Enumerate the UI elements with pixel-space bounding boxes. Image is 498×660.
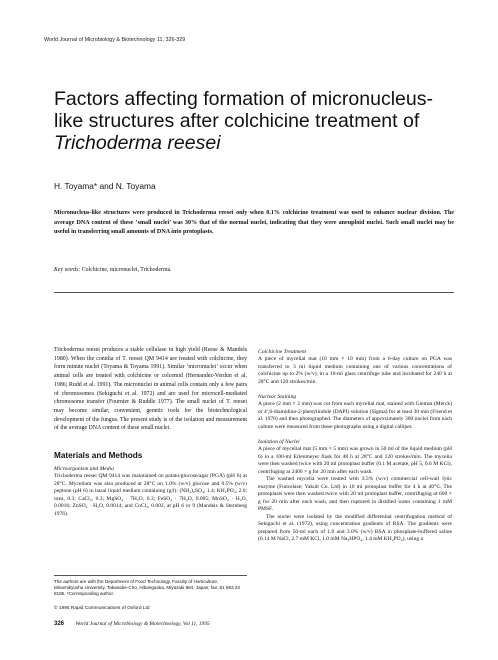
keywords-text: Colchicine, micronuclei, Trichoderma. (81, 267, 172, 273)
keywords-label: Key words: (54, 267, 81, 273)
keywords (54, 266, 454, 274)
article-title (54, 88, 454, 154)
staining-subheading: Nuclear Staining (258, 394, 297, 400)
footnote-divider (54, 575, 247, 576)
author-affiliation-footnote: The authors are with the Department of Food Technology, Faculty of Horticulture, Minamikyushu University, Takanabe-Cho, Hibarigaoka, Miyazaki 884, Japan; fax: 81 983 23 8185. *Corresponding author. (54, 579, 240, 597)
footer-journal-citation: World Journal of Microbiology & Biotechnology, Vol 11, 1995 (75, 621, 210, 627)
abstract-divider (54, 292, 454, 293)
isolation-paragraph-1: A piece of mycelial mat (5 mm × 5 mm) was grown in 50 ml of the liquid medium (pH 6) in a 100-ml Erlenmeyer flask for 48 h at 28°C and 120 strokes/min. The mycelia were then washed twice with 20 ml protoplast buffer (0.1 M acetate, pH 5, 0.6 M KCl), centrifuging at 2400 × g for 20 min after each wash. (258, 446, 452, 475)
page-number: 326 (54, 621, 65, 627)
microorganism-paragraph: Trichoderma reesei QM 9414 was maintained on potato/glucose/agar (PGA) (pH 6) at 28°C. Mycelium was also produced at 28°C on 1.0% (w/v) glucose and 0.5% (w/v) peptone (pH 6) in basal liquid medium containing (g/l): (NH₄)₂SO₄, 1.4; KH₂PO₄, 2.0; urea, 0.3; CaCl₂, 0.3; MgSO₄ · 7H₂O, 0.3; FeSO₄ · 7H₂O, 0.005; MnSO₄ · H₂O, 0.0016; ZnSO₄ · H₂O, 0.0014; and CoCl₂, 0.002, at pH 6 or 9 (Mandels & Sternberg 1976). (54, 473, 247, 517)
colchicine-subheading: Colchicine Treatment (258, 349, 307, 355)
right-column (258, 349, 452, 544)
staining-paragraph: A piece (2 mm × 2 mm) was cut from each mycelial mat, stained with Giemsa (Merck) or 4′,6-diamidino-2-phenylindole (DAPI) solution (Sigma) for at least 30 min (Friend et al. 1976) and then photographed. The diameters of approximately 300 nuclei from each culture were measured from these photographs using a digital calliper. (258, 401, 452, 430)
introduction-paragraph: Trichoderma reesei produces a stable cellulase in high yield (Reese & Mandels 1980). When the conidia of T. reesei QM 9414 are treated with colchicine, they form minute nuclei (Toyama & Toyama 1991). Similar ‘micronuclei’ occur when animal cells are treated with colchicine or colcemid (Hernandez-Verdun et al. 1986; Rudd et al. 1991). The micronuclei in animal cells contain only a few pairs of chromosomes (Sekiguchi et al. 1972) and are used for microcell-mediated chromosome transfer (Fournier & Ruddle 1977). The small nuclei of T. reesei may become similar, convenient, genetic tools for the biotechnological development of the fungus. The present study is of the isolation and measurement of the average DNA content of these small nuclei. (54, 347, 247, 432)
methods-heading: Materials and Methods (54, 451, 143, 461)
microorganism-subheading: Microorganism and Media (54, 466, 114, 473)
isolation-paragraph-2: The washed mycelia were treated with 3.5% (w/v) commercial cell-wall lytic enzyme (Funcelase; Yakult Co. Ltd) in 10 ml protoplast buffer for 4 h at 40°C. The protoplasts were then washed twice with 20 ml protoplast buffer, centrifuging at 600 × g for 20 min after each wash, and then ruptured in distilled water containing 1 mM PMSF. (258, 476, 452, 512)
isolation-subheading: Isolation of Nuclei (258, 439, 300, 445)
abstract: Micronucleus-like structures were produced in Trichoderma reesei only when 0.1% colchicine treatment was used to enhance nuclear division. The average DNA content of these ‘small nuclei’ was 30% that of the normal nuclei, indicating that they were aneuploid nuclei. Such small nuclei may be useful in transferring small amounts of DNA into protoplasts. (54, 210, 454, 235)
isolation-paragraph-3: The nuclei were isolated by the modified differential centrifugation method of Sekiguchi et al. (1972), using concentration gradients of BSA. The gradients were prepared from 50-ml each of 1.0 and 3.0% (w/v) BSA in phosphate-buffered saline (0.14 M NaCl, 2.7 mM KCl, 1.0 mM Na₂HPO₄, 1.4 mM KH₂PO₄), using a (258, 513, 452, 542)
copyright-notice: © 1995 Rapid Communications of Oxford Ltd (54, 606, 150, 611)
author-list: H. Toyama* and N. Toyama (54, 181, 156, 191)
left-column (54, 346, 247, 518)
journal-running-header: World Journal of Microbiology & Biotechnology 11, 326-329 (44, 37, 186, 43)
title-species: Trichoderma reesei (54, 132, 221, 154)
title-main: Factors affecting formation of micronucleus-like structures after colchicine treatment of (54, 88, 433, 132)
colchicine-paragraph: A piece of mycelial mat (10 mm × 10 mm) from a 6-day culture on PGA was transferred to 3 ml liquid medium containing one of various concentrations of colchicine up to 2% (w/v), in a 10-ml glass centrifuge tube and incubated for 240 h at 28°C and 120 strokes/min. (258, 356, 452, 385)
page-footer (54, 621, 210, 627)
